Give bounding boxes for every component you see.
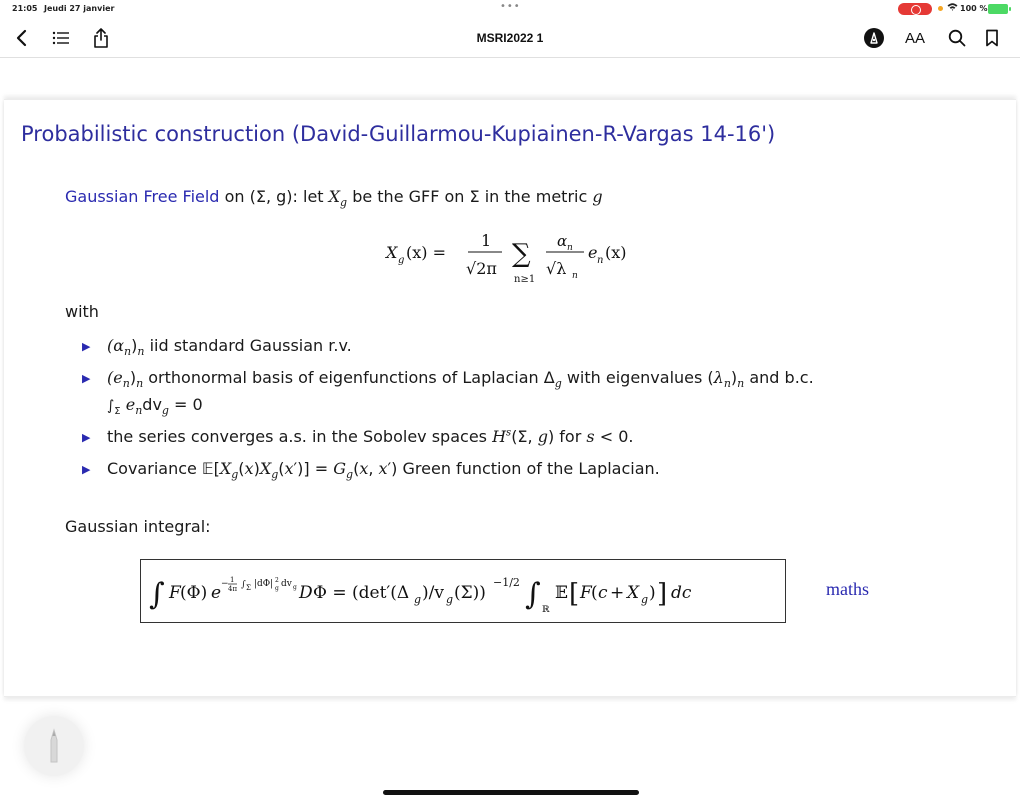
markup-icon[interactable] <box>862 26 886 50</box>
multitasking-dots-icon[interactable]: ••• <box>500 1 521 12</box>
svg-text:Σ: Σ <box>246 584 251 592</box>
intro-rest: be the GFF on Σ in the metric <box>352 187 588 206</box>
status-date: Jeudi 27 janvier <box>44 4 115 13</box>
svg-text:g: g <box>414 593 422 606</box>
svg-text:c: c <box>598 583 608 603</box>
svg-text:(: ( <box>591 583 598 603</box>
svg-text:n: n <box>572 271 578 281</box>
status-bar <box>0 0 1020 18</box>
svg-text:dv: dv <box>281 579 292 589</box>
bullet-item-2: $(e_n)_n$ orthonormal basis of eigenfunctions of Laplacian $\Delta_g$ with eigenvalues $(\lambda_n)_n$ and b.c. <box>107 368 814 391</box>
gaussian-integral-label: Gaussian integral: <box>65 517 211 536</box>
battery-percentage: 100 % <box>960 4 988 13</box>
screen-recording-icon[interactable] <box>898 3 932 15</box>
bullet-item-1: $(\alpha_n)_n$ iid standard Gaussian r.v. <box>107 336 352 359</box>
svg-text:𝔼: 𝔼 <box>555 583 568 603</box>
text-size-icon[interactable]: AA <box>904 29 925 47</box>
svg-text:−1/2: −1/2 <box>493 576 520 589</box>
bullet-arrow-icon: ▶ <box>82 372 91 385</box>
svg-text:(Φ): (Φ) <box>180 583 208 603</box>
svg-text:|dΦ|: |dΦ| <box>254 579 274 589</box>
bullet-item-2-bc: $\int_\Sigma$ $e_ndv_g = 0$ <box>107 395 203 418</box>
intro-sigma-g: (Σ, g) <box>249 187 293 206</box>
slide-title: Probabilistic construction (David-Guillarmou-Kupiainen-R-Vargas 14-16') <box>21 122 776 146</box>
svg-text:g: g <box>398 255 405 266</box>
bookmark-icon[interactable] <box>982 26 1002 50</box>
page-gap <box>0 59 1020 99</box>
svg-text:n≥1: n≥1 <box>514 274 536 285</box>
svg-text:F: F <box>580 583 592 603</box>
status-time: 21:05 <box>12 4 38 13</box>
svg-text:∫: ∫ <box>525 577 541 612</box>
pencil-tool-button[interactable] <box>24 716 84 776</box>
svg-text:∫: ∫ <box>149 577 165 612</box>
svg-text:1: 1 <box>230 576 235 584</box>
svg-text:)/v: )/v <box>422 583 444 603</box>
wifi-icon <box>947 2 958 15</box>
bullet-arrow-icon: ▶ <box>82 340 91 353</box>
svg-text:α: α <box>557 232 568 250</box>
svg-text:n: n <box>567 243 573 253</box>
svg-text:[: [ <box>569 579 580 609</box>
svg-text:g: g <box>446 593 454 606</box>
intro-let: : let <box>292 187 324 206</box>
pdf-page[interactable] <box>4 99 1016 697</box>
svg-text:F: F <box>169 583 181 603</box>
svg-text:√2π: √2π <box>466 259 497 278</box>
bullet-arrow-icon: ▶ <box>82 431 91 444</box>
intro-line <box>65 187 603 209</box>
svg-text:√λ: √λ <box>546 259 567 278</box>
svg-text:Φ = (det′(Δ: Φ = (det′(Δ <box>313 583 410 603</box>
bullet-item-4: Covariance $𝔼[X_g(x)X_g(x')] = G_g(x$, x′) Green function of the Laplacian. <box>107 459 660 482</box>
gff-highlight: Gaussian Free Field <box>65 187 220 206</box>
svg-text:4π: 4π <box>228 585 238 593</box>
svg-text:∫: ∫ <box>241 580 246 590</box>
svg-text:]: ] <box>657 579 668 609</box>
svg-text:(x): (x) <box>605 243 627 262</box>
intro-g: g <box>592 187 603 206</box>
svg-text:ℝ: ℝ <box>542 605 550 615</box>
svg-text:(Σ)): (Σ)) <box>454 583 486 603</box>
svg-text:e: e <box>211 583 222 603</box>
svg-text:dc: dc <box>671 583 692 603</box>
intro-xg: $X_g$ <box>328 187 348 210</box>
bullet-arrow-icon: ▶ <box>82 463 91 476</box>
svg-text:X: X <box>627 583 640 603</box>
search-icon[interactable] <box>946 26 968 50</box>
gff-series-formula <box>384 228 664 288</box>
document-title: MSRI2022 1 <box>476 31 544 45</box>
gaussian-integral-formula <box>140 559 786 623</box>
svg-text:e: e <box>588 243 598 262</box>
svg-text:(x) =: (x) = <box>406 243 446 262</box>
document-toolbar <box>0 20 1020 58</box>
svg-text:g: g <box>275 585 279 592</box>
pencil-icon <box>24 716 84 776</box>
privacy-indicator-icon <box>938 6 943 11</box>
maths-link[interactable]: maths <box>826 579 869 599</box>
svg-text:∑: ∑ <box>512 239 531 269</box>
svg-text:−: − <box>221 579 229 589</box>
svg-text:g: g <box>293 584 297 591</box>
svg-text:g: g <box>641 593 649 606</box>
bullet-item-3: the series converges a.s. in the Sobolev spaces $H^s(\Sigma$, g) for s < 0. <box>107 427 634 446</box>
svg-text:n: n <box>597 255 604 266</box>
svg-text:D: D <box>299 583 313 603</box>
home-indicator[interactable] <box>383 790 639 795</box>
svg-text:+: + <box>610 583 625 603</box>
with-label: with <box>65 302 99 321</box>
intro-on: on <box>224 187 245 206</box>
svg-text:2: 2 <box>275 577 279 584</box>
svg-text:X: X <box>386 243 398 262</box>
svg-text:): ) <box>649 583 656 603</box>
svg-text:1: 1 <box>481 231 492 250</box>
battery-icon <box>988 4 1008 14</box>
